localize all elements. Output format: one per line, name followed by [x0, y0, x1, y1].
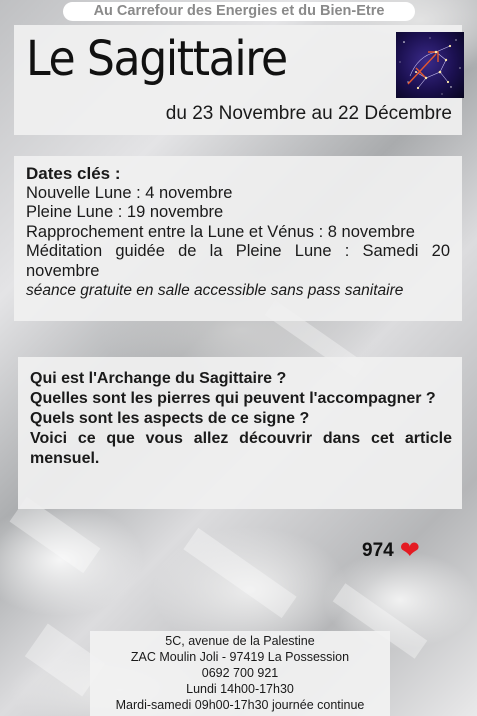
address-panel: [90, 631, 390, 716]
title-panel: [14, 25, 462, 135]
key-date-item: Méditation guidée de la Pleine Lune : Samedi 20 novembre: [26, 242, 450, 280]
key-date-item: Pleine Lune : 19 novembre: [26, 203, 224, 221]
sagittarius-constellation-icon: [396, 32, 464, 98]
key-dates-note: séance gratuite en salle accessible sans pass sanitaire: [26, 282, 404, 299]
banner: Au Carrefour des Energies et du Bien-Etre: [63, 2, 415, 21]
key-dates-panel: [14, 156, 462, 321]
question-item: Quelles sont les pierres qui peuvent l'accompagner ?: [30, 390, 436, 407]
like-counter[interactable]: [362, 537, 420, 564]
heart-icon[interactable]: ❤: [399, 537, 420, 564]
question-item: Quels sont les aspects de ce signe ?: [30, 410, 310, 427]
page-title: Le Sagittaire: [26, 31, 287, 87]
zodiac-image: [396, 32, 464, 98]
address-city: ZAC Moulin Joli - 97419 La Possession: [130, 650, 350, 664]
opening-hours-monday: Lundi 14h00-17h30: [186, 682, 294, 696]
opening-hours-week: Mardi-samedi 09h00-17h30 journée continue: [115, 698, 365, 712]
question-item: Voici ce que vous allez découvrir dans cet article mensuel.: [30, 430, 452, 467]
key-date-item: Rapprochement entre la Lune et Vénus : 8 novembre: [26, 222, 415, 241]
date-range: du 23 Novembre au 22 Décembre: [165, 103, 452, 124]
key-dates-heading: Dates clés :: [26, 164, 121, 183]
address-street: 5C, avenue de la Palestine: [165, 634, 315, 648]
questions-panel: [18, 357, 462, 509]
key-date-item: Nouvelle Lune : 4 novembre: [26, 183, 233, 202]
background-crystal: [183, 528, 296, 618]
question-item: Qui est l'Archange du Sagittaire ?: [30, 370, 287, 387]
like-count: 974: [362, 540, 394, 561]
phone-number: 0692 700 921: [201, 666, 279, 680]
